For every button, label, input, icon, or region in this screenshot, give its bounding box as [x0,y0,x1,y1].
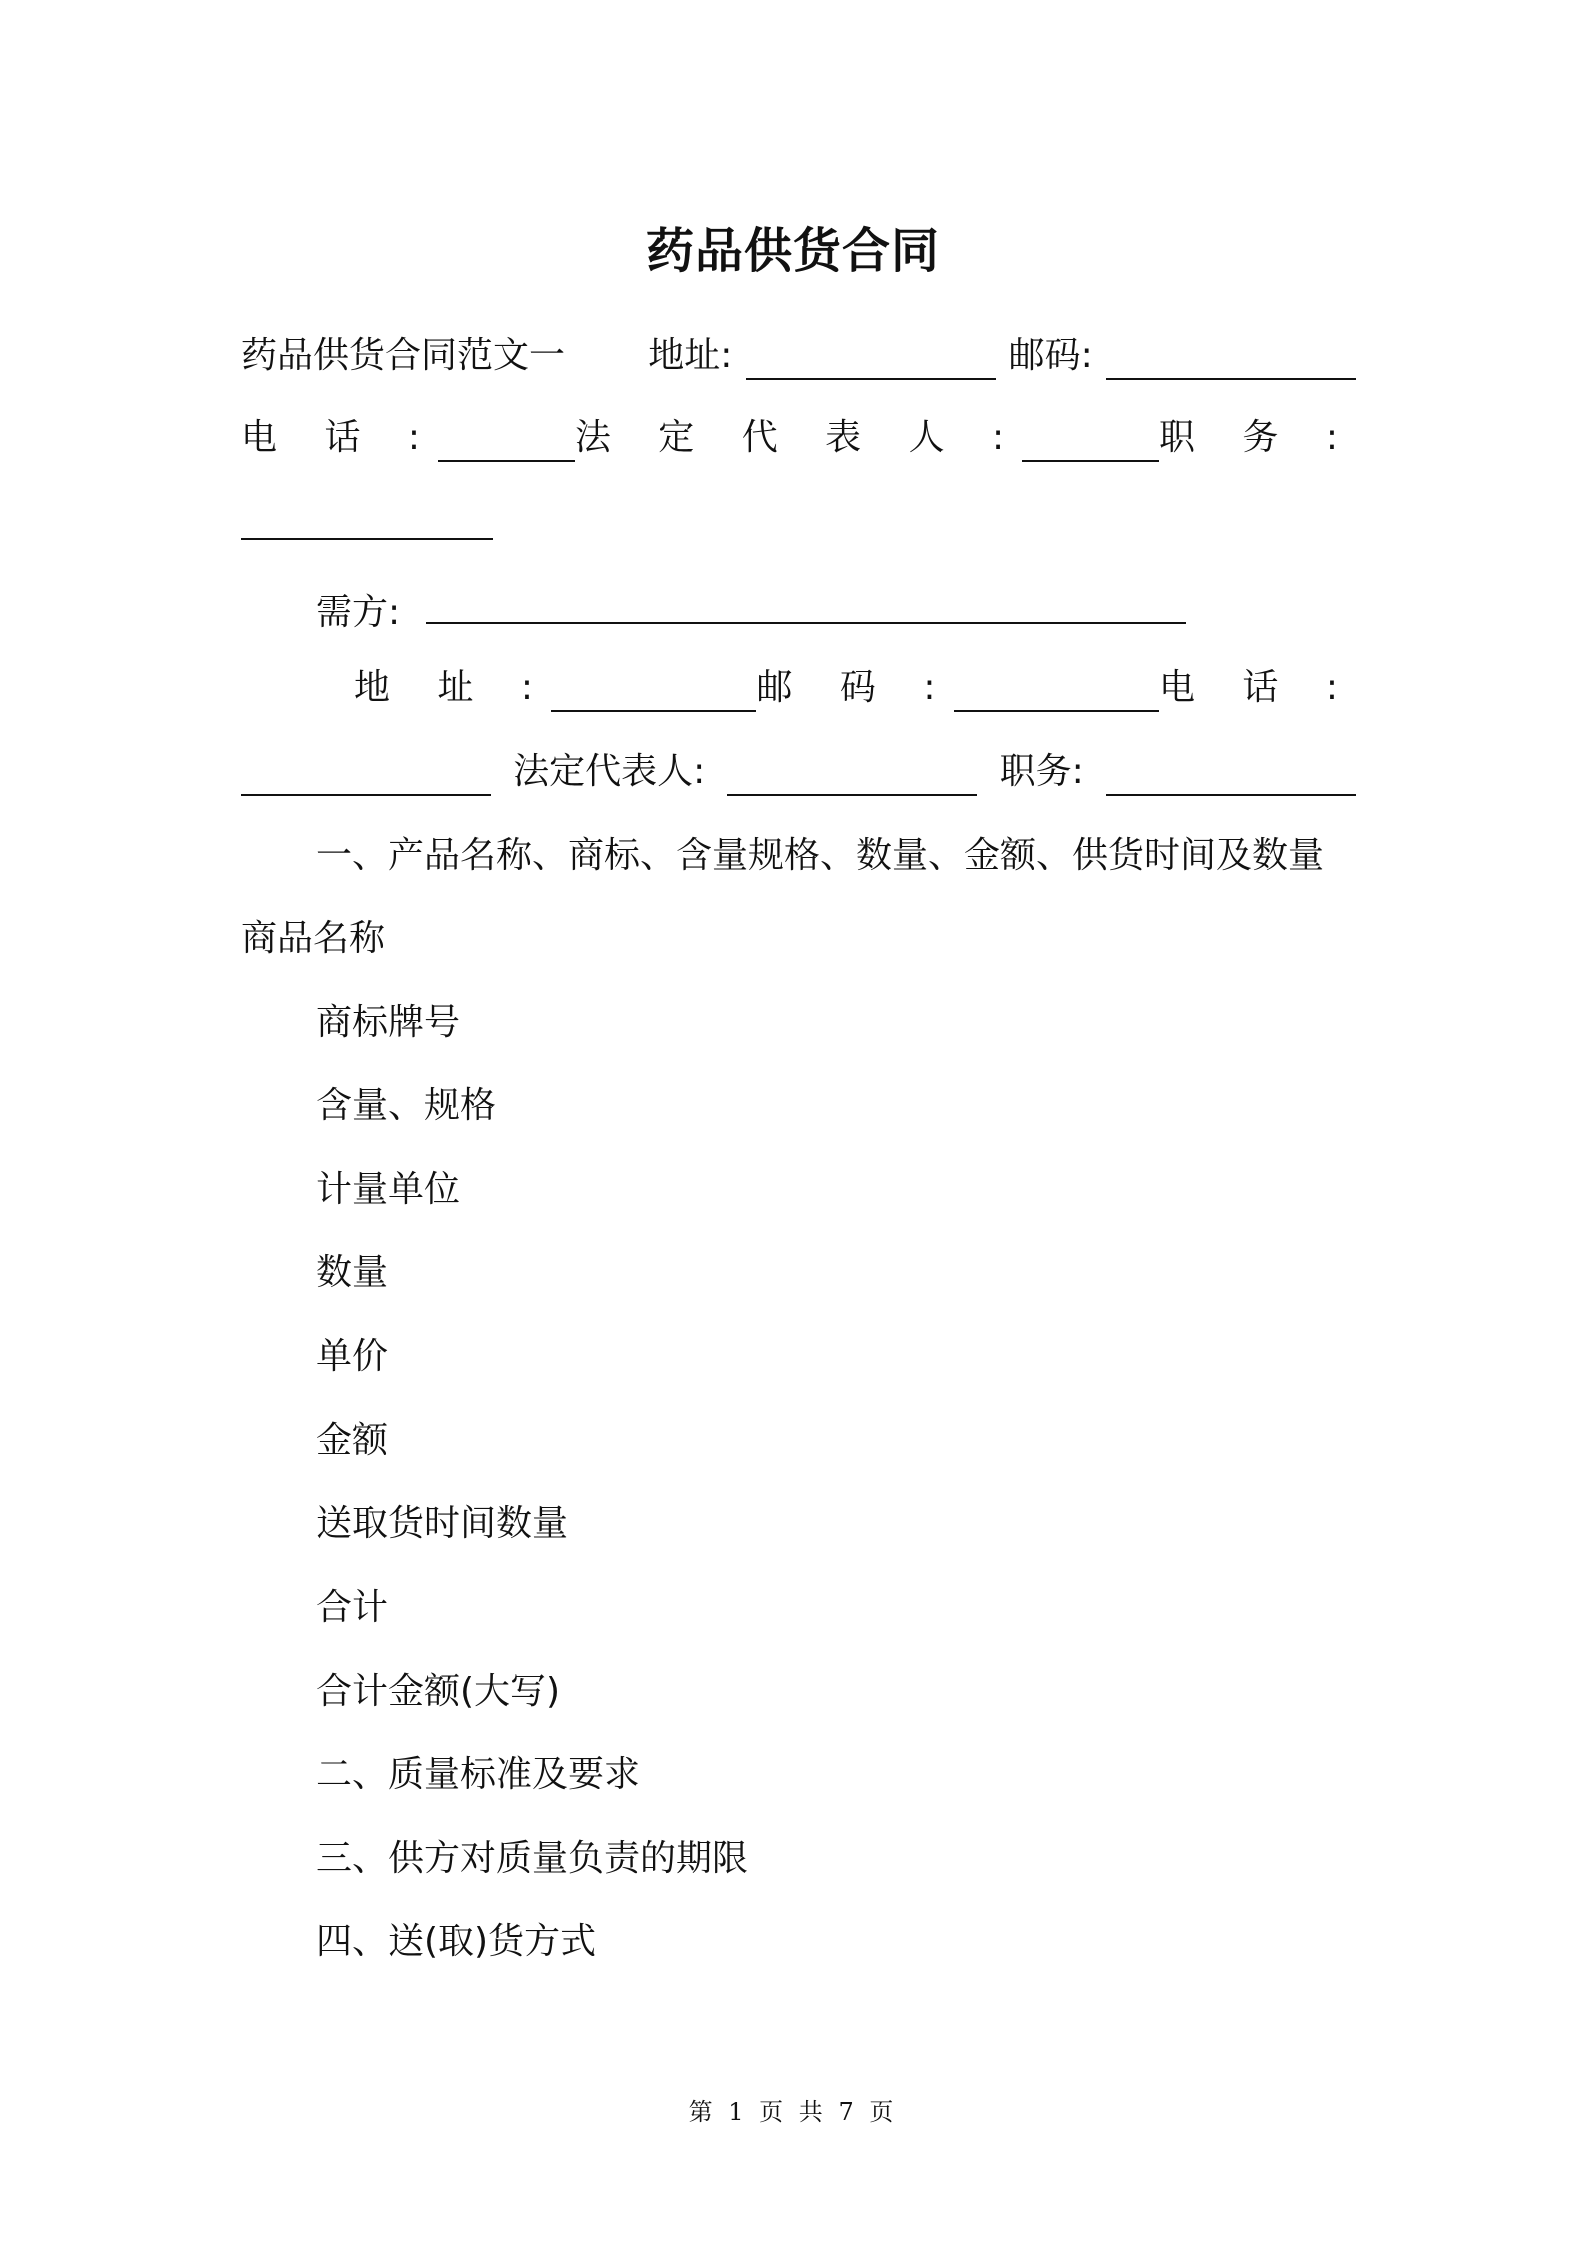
supplier-row-3 [241,502,1356,550]
buyer-row-3 [241,748,1356,796]
buyer-postcode-label: 邮 码 : [756,667,954,708]
section1-item-unit: 计量单位 [316,1169,461,1210]
buyer-legal-rep-label: 法定代表人: [513,751,706,792]
document-title: 药品供货合同 [645,223,940,279]
section1-item-brand: 商标牌号 [316,1002,461,1043]
supplier-legal-rep-blank[interactable] [1022,424,1159,462]
page-number-footer: 第 1 页 共 7 页 [688,2098,898,2126]
supplier-address-label: 地址: [648,335,733,376]
supplier-legal-rep-label: 法 定 代 表 人 : [574,417,1023,458]
buyer-phone-label: 电 话 : [1158,667,1356,708]
buyer-name-blank[interactable] [426,586,1186,624]
section1-item-amount: 金额 [316,1420,389,1461]
section1-item-delivery-time: 送取货时间数量 [316,1503,569,1544]
buyer-position-label: 职务: [999,751,1084,792]
section2-heading: 二、质量标准及要求 [316,1754,641,1795]
supplier-phone-blank[interactable] [438,424,575,462]
buyer-label: 需方: [316,592,401,633]
intro-heading: 药品供货合同范文一 [241,335,566,376]
buyer-address-label: 地 址 : [354,667,552,708]
section3-heading: 三、供方对质量负责的期限 [316,1838,749,1879]
section1-item-quantity: 数量 [316,1252,389,1293]
buyer-row [316,586,1356,634]
section1-item-product-name: 商品名称 [241,918,386,959]
section1-item-spec: 含量、规格 [316,1085,497,1126]
section1-item-total: 合计 [316,1587,389,1628]
supplier-row-1 [241,332,1356,380]
section1-item-unit-price: 单价 [316,1336,389,1377]
buyer-row-2 [354,664,1356,712]
buyer-legal-rep-blank[interactable] [727,758,977,796]
buyer-position-blank[interactable] [1106,758,1356,796]
buyer-phone-blank[interactable] [241,758,491,796]
buyer-postcode-blank[interactable] [954,674,1159,712]
supplier-position-blank[interactable] [241,502,493,540]
supplier-postcode-label: 邮码: [1008,335,1093,376]
section1-heading: 一、产品名称、商标、含量规格、数量、金额、供货时间及数量 [316,835,1325,876]
supplier-address-blank[interactable] [746,342,996,380]
section1-item-total-in-words: 合计金额(大写) [316,1671,561,1712]
supplier-row-2 [241,414,1356,462]
buyer-address-blank[interactable] [551,674,756,712]
supplier-postcode-blank[interactable] [1106,342,1356,380]
supplier-phone-label: 电 话 : [241,417,439,458]
supplier-position-label: 职 务 : [1158,417,1356,458]
section4-heading: 四、送(取)货方式 [316,1921,597,1962]
